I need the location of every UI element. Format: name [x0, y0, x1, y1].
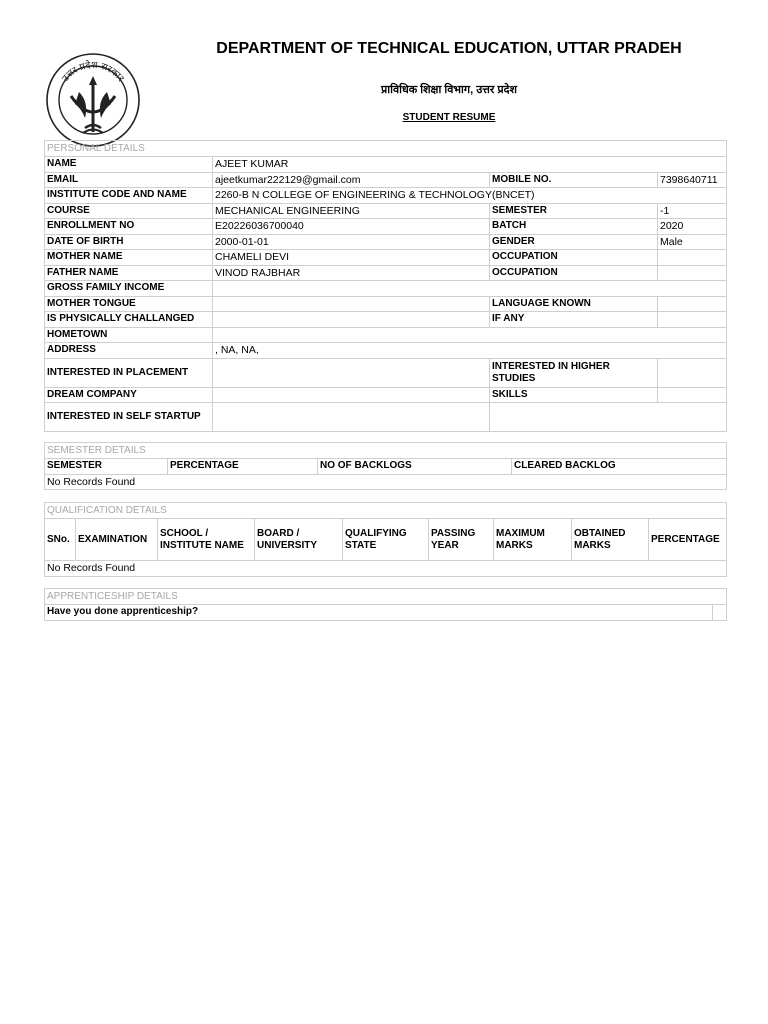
course-value: MECHANICAL ENGINEERING: [213, 203, 490, 219]
section-title: PERSONAL DETAILS: [45, 141, 727, 157]
column-header: EXAMINATION: [76, 519, 158, 561]
self-startup-label: INTERESTED IN SELF STARTUP: [45, 403, 213, 432]
if-any-label: IF ANY: [490, 312, 658, 328]
column-header: SCHOOL / INSTITUTE NAME: [158, 519, 255, 561]
higher-studies-value: [658, 358, 727, 387]
name-label: NAME: [45, 157, 213, 173]
gender-label: GENDER: [490, 234, 658, 250]
skills-value: [658, 387, 727, 403]
personal-details-table: [44, 140, 727, 432]
student-resume-label: STUDENT RESUME: [402, 112, 496, 123]
column-header: QUALIFYING STATE: [343, 519, 429, 561]
mother-tongue-value: [213, 296, 490, 312]
address-value: , NA, NA,: [213, 343, 727, 359]
semester-details-table: [44, 442, 727, 490]
skills-label: SKILLS: [490, 387, 658, 403]
mother-name-label: MOTHER NAME: [45, 250, 213, 266]
self-startup-value: [213, 403, 490, 432]
higher-studies-label: INTERESTED IN HIGHER STUDIES: [490, 358, 658, 387]
father-name-value: VINOD RAJBHAR: [213, 265, 490, 281]
hometown-value: [213, 327, 727, 343]
no-records-text: No Records Found: [45, 474, 727, 490]
placement-label: INTERESTED IN PLACEMENT: [45, 358, 213, 387]
address-label: ADDRESS: [45, 343, 213, 359]
language-known-label: LANGUAGE KNOWN: [490, 296, 658, 312]
self-startup-extra: [490, 403, 727, 432]
page-subtitle-hindi: प्राविधिक शिक्षा विभाग, उत्तर प्रदेश: [381, 84, 517, 96]
column-header: BOARD / UNIVERSITY: [255, 519, 343, 561]
semester-value: -1: [658, 203, 727, 219]
physically-challenged-label: IS PHYSICALLY CHALLANGED: [45, 312, 213, 328]
column-header: SEMESTER: [45, 459, 168, 475]
name-value: AJEET KUMAR: [213, 157, 727, 173]
dream-company-label: DREAM COMPANY: [45, 387, 213, 403]
column-header: PERCENTAGE: [168, 459, 318, 475]
if-any-value: [658, 312, 727, 328]
section-title: SEMESTER DETAILS: [45, 443, 727, 459]
institute-label: INSTITUTE CODE AND NAME: [45, 188, 213, 204]
enrollment-label: ENROLLMENT NO: [45, 219, 213, 235]
no-records-text: No Records Found: [45, 561, 727, 577]
batch-label: BATCH: [490, 219, 658, 235]
svg-text:उत्तर प्रदेश सरकार: उत्तर प्रदेश सरकार: [60, 59, 127, 84]
section-title: QUALIFICATION DETAILS: [45, 503, 727, 519]
course-label: COURSE: [45, 203, 213, 219]
mother-tongue-label: MOTHER TONGUE: [45, 296, 213, 312]
father-name-label: FATHER NAME: [45, 265, 213, 281]
qualification-details-section: [44, 502, 726, 577]
apprenticeship-question: Have you done apprenticeship?: [45, 605, 713, 621]
semester-details-section: [44, 442, 726, 490]
income-value: [213, 281, 727, 297]
section-title: APPRENTICESHIP DETAILS: [45, 589, 727, 605]
institute-value: 2260-B N COLLEGE OF ENGINEERING & TECHNOLOGY(BNCET): [213, 188, 727, 204]
language-known-value: [658, 296, 727, 312]
income-label: GROSS FAMILY INCOME: [45, 281, 213, 297]
mobile-label: MOBILE NO.: [490, 172, 658, 188]
dob-value: 2000-01-01: [213, 234, 490, 250]
column-header: OBTAINED MARKS: [572, 519, 649, 561]
apprenticeship-details-table: [44, 588, 727, 621]
batch-value: 2020: [658, 219, 727, 235]
column-header: PASSING YEAR: [429, 519, 494, 561]
apprenticeship-answer: [713, 605, 727, 621]
dream-company-value: [213, 387, 490, 403]
apprenticeship-details-section: [44, 588, 726, 621]
column-header: SNo.: [45, 519, 76, 561]
father-occupation-value: [658, 265, 727, 281]
dob-label: DATE OF BIRTH: [45, 234, 213, 250]
hometown-label: HOMETOWN: [45, 327, 213, 343]
column-header: PERCENTAGE: [649, 519, 727, 561]
up-government-seal-icon: [45, 52, 141, 148]
mother-name-value: CHAMELI DEVI: [213, 250, 490, 266]
mother-occupation-label: OCCUPATION: [490, 250, 658, 266]
email-label: EMAIL: [45, 172, 213, 188]
mobile-value: 7398640711: [658, 172, 727, 188]
page-title: DEPARTMENT OF TECHNICAL EDUCATION, UTTAR PRADEH: [216, 40, 682, 57]
mother-occupation-value: [658, 250, 727, 266]
placement-value: [213, 358, 490, 387]
email-value: ajeetkumar222129@gmail.com: [213, 172, 490, 188]
qualification-details-table: [44, 502, 727, 577]
column-header: CLEARED BACKLOG: [512, 459, 727, 475]
personal-details-section: [44, 140, 726, 432]
father-occupation-label: OCCUPATION: [490, 265, 658, 281]
gender-value: Male: [658, 234, 727, 250]
physically-challenged-value: [213, 312, 490, 328]
column-header: MAXIMUM MARKS: [494, 519, 572, 561]
enrollment-value: E20226036700040: [213, 219, 490, 235]
column-header: NO OF BACKLOGS: [318, 459, 512, 475]
semester-label: SEMESTER: [490, 203, 658, 219]
